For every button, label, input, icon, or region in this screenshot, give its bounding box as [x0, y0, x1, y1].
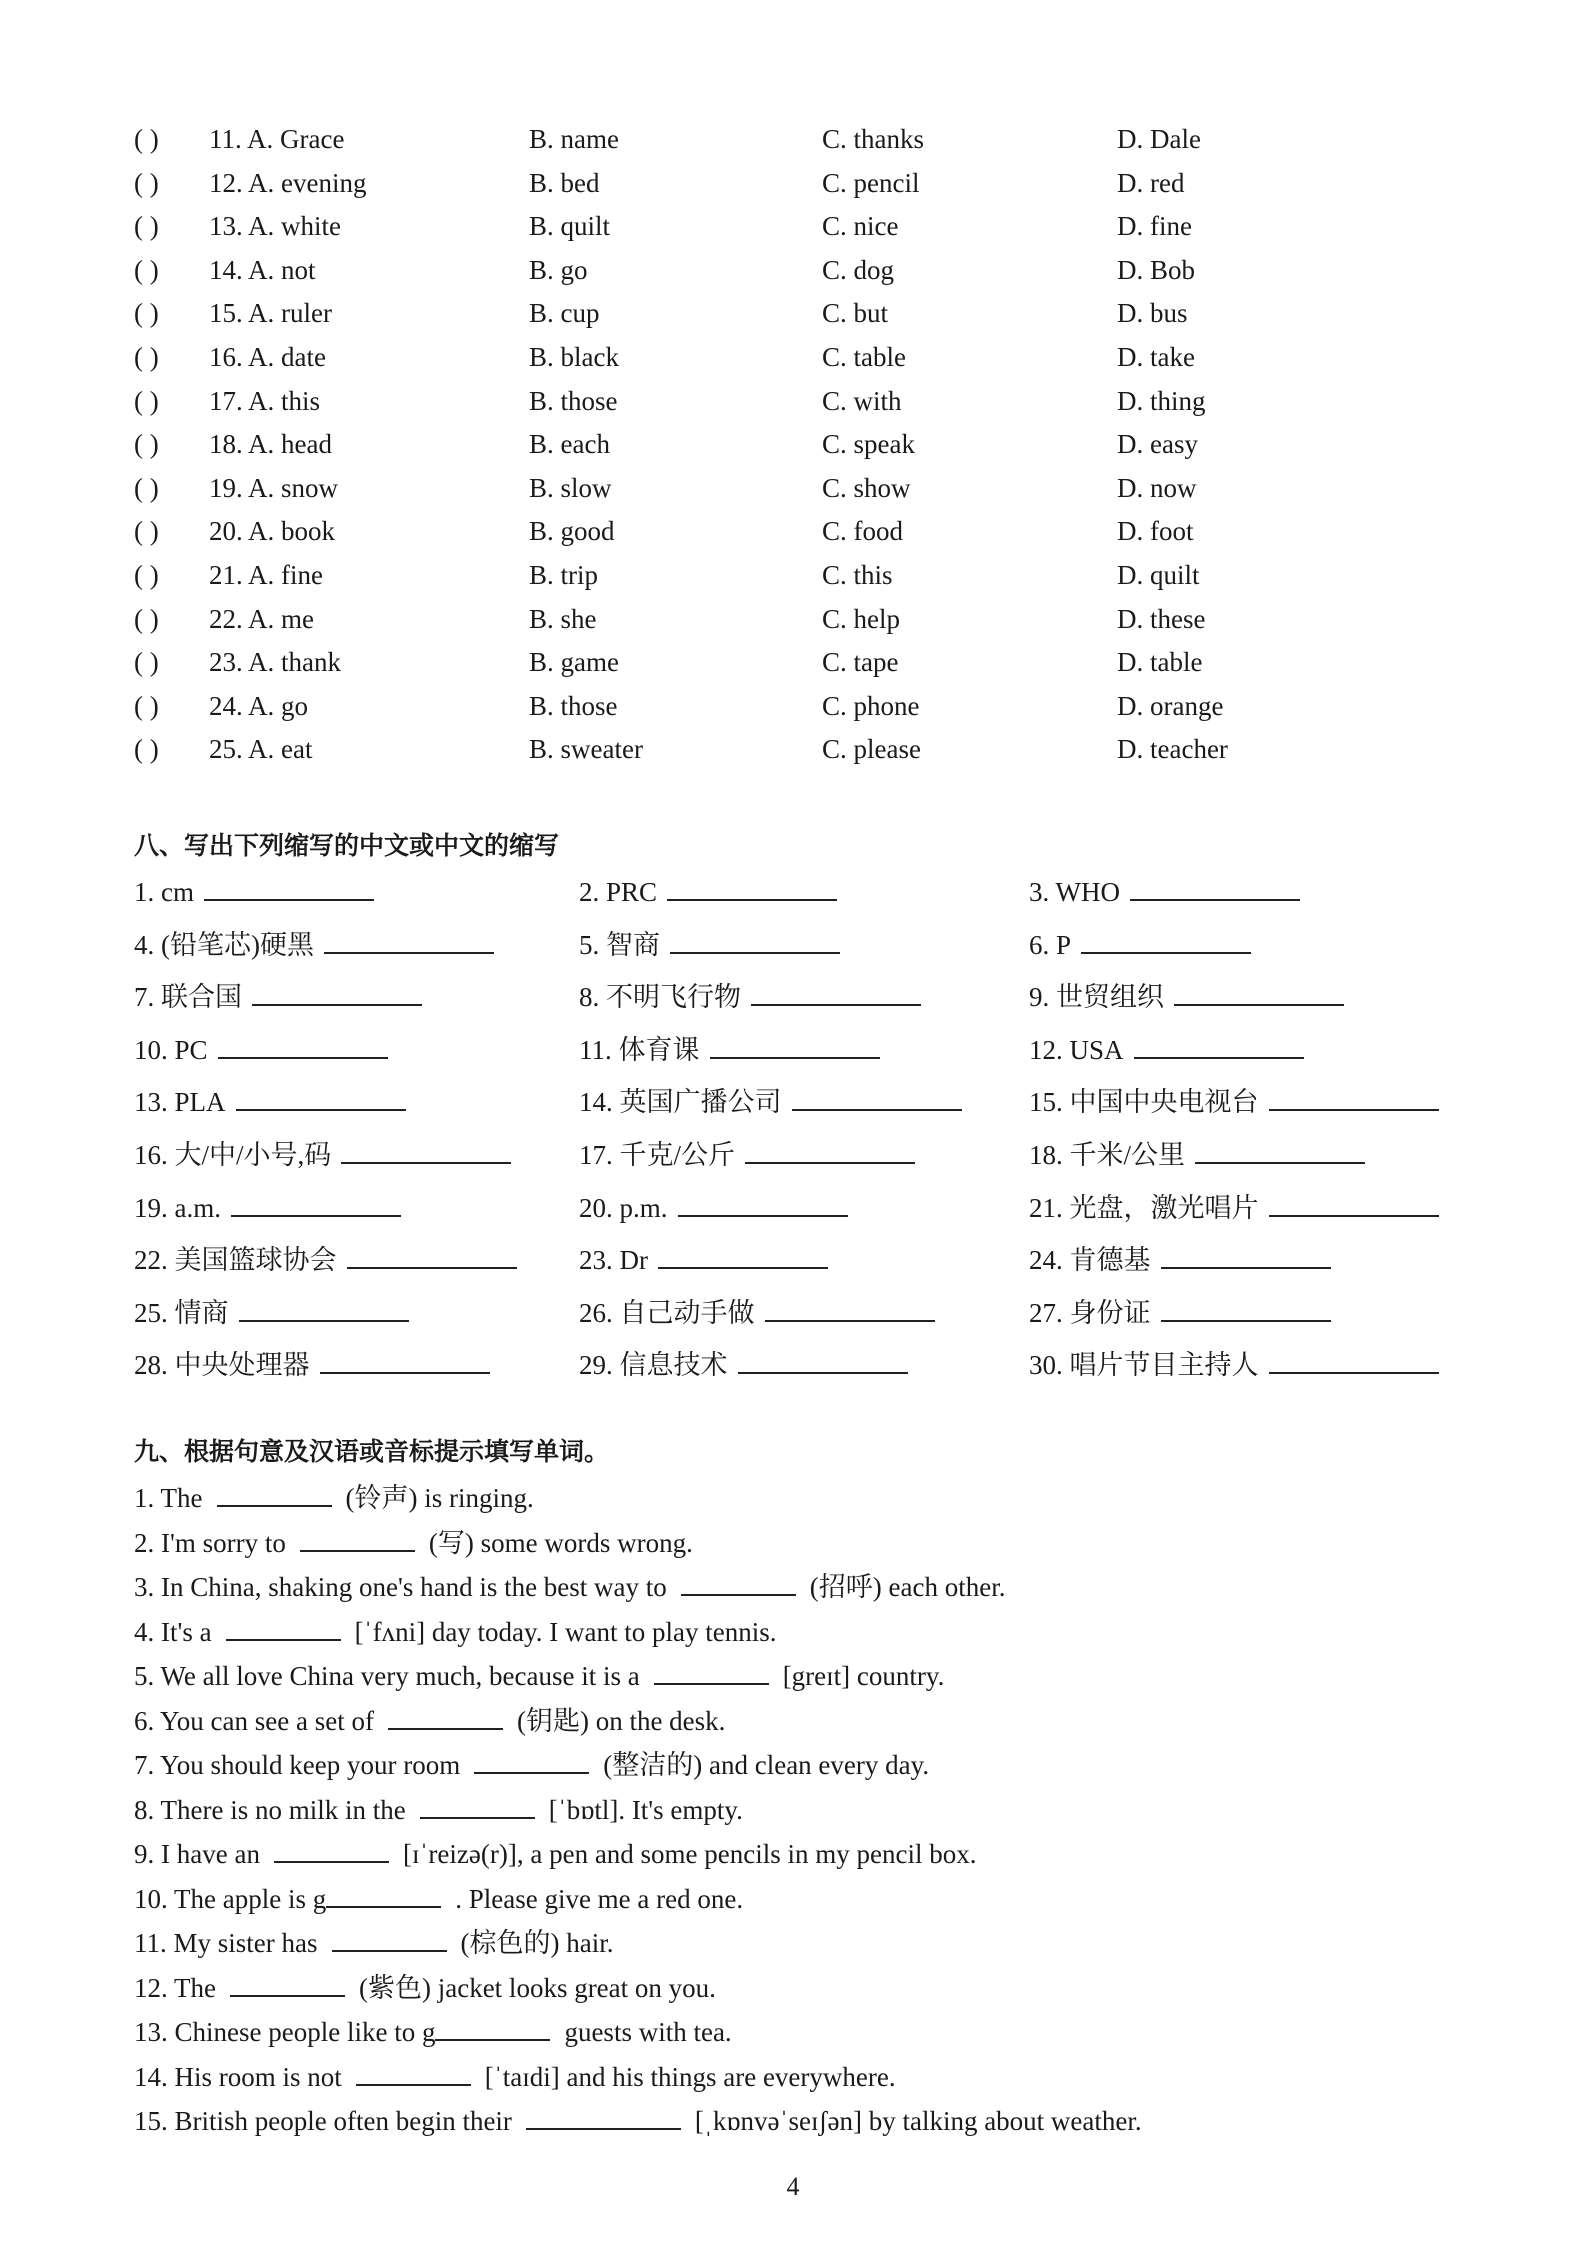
option-c: C. dog: [822, 254, 895, 285]
abbr-item: [1029, 919, 1251, 972]
sentence-end: (紫色) jacket looks great on you.: [359, 1972, 716, 2003]
abbr-label: 4. (铅笔芯)硬黑: [134, 929, 314, 960]
sentence-row: [134, 2010, 1454, 2055]
option-b: B. each: [529, 429, 610, 460]
sentence-row: [134, 2055, 1454, 2100]
abbr-item: [579, 1076, 962, 1129]
abbr-item: [1029, 1129, 1365, 1182]
option-b: B. black: [529, 341, 619, 372]
answer-paren[interactable]: ( ): [134, 211, 159, 242]
abbr-item: [134, 1129, 511, 1182]
fill-in-word-list: [134, 1476, 1454, 2144]
choice-row: [134, 598, 1434, 642]
answer-paren[interactable]: ( ): [134, 647, 159, 678]
sentence-start: 15. British people often begin their: [134, 2106, 512, 2136]
answer-blank[interactable]: [231, 1185, 401, 1217]
abbr-row: [134, 1182, 1474, 1235]
sentence-end: (招呼) each other.: [809, 1572, 1006, 1602]
answer-blank[interactable]: [324, 922, 494, 954]
answer-blank[interactable]: [765, 1290, 935, 1322]
abbr-item: [134, 919, 494, 972]
abbr-item: [579, 1287, 935, 1340]
option-a: 16. A. date: [209, 341, 326, 372]
option-d: D. table: [1117, 647, 1203, 678]
choice-row: [134, 380, 1434, 424]
answer-blank[interactable]: [300, 1524, 415, 1552]
answer-paren[interactable]: ( ): [134, 690, 159, 721]
abbr-item: [1029, 1287, 1331, 1340]
choice-row: [134, 292, 1434, 336]
abbr-item: [134, 866, 374, 919]
sentence-row: [134, 1743, 1454, 1788]
answer-blank[interactable]: [1269, 1185, 1439, 1217]
abbr-label: 11. 体育课: [579, 1034, 700, 1065]
abbr-label: 10. PC: [134, 1034, 208, 1065]
answer-blank[interactable]: [1269, 1342, 1439, 1374]
abbr-row: [134, 1024, 1474, 1077]
option-a: 11. A. Grace: [209, 124, 345, 154]
sentence-end: [ɪˈreizə(r)], a pen and some pencils in my pencil box.: [402, 1839, 977, 1869]
option-d: D. fine: [1117, 211, 1192, 242]
option-d: D. these: [1117, 603, 1206, 634]
abbreviation-grid: [134, 866, 1474, 1392]
answer-blank[interactable]: [274, 1835, 389, 1863]
sentence-row: [134, 1832, 1454, 1877]
answer-blank[interactable]: [681, 1568, 796, 1596]
abbr-item: [579, 1234, 828, 1287]
option-b: B. name: [529, 124, 619, 154]
sentence-start: 5. We all love China very much, because it is a: [134, 1661, 640, 1691]
sentence-end: (棕色的) hair.: [460, 1928, 614, 1958]
sentence-row: [134, 2099, 1454, 2144]
abbr-label: 7. 联合国: [134, 982, 242, 1013]
option-c: C. thanks: [822, 124, 925, 154]
option-d: D. take: [1117, 341, 1195, 372]
abbr-item: [579, 919, 840, 972]
answer-paren[interactable]: ( ): [134, 385, 159, 416]
answer-paren[interactable]: ( ): [134, 124, 159, 154]
sentence-start: 4. It's a: [134, 1616, 212, 1647]
answer-blank[interactable]: [341, 1132, 511, 1164]
option-d: D. foot: [1117, 516, 1194, 547]
option-c: C. help: [822, 603, 900, 634]
abbr-label: 23. Dr: [579, 1245, 648, 1276]
answer-blank[interactable]: [710, 1027, 880, 1059]
abbr-item: [1029, 866, 1300, 919]
option-c: C. but: [822, 298, 889, 329]
abbr-item: [134, 1182, 401, 1235]
answer-blank[interactable]: [435, 2013, 550, 2041]
option-a: 18. A. head: [209, 429, 332, 460]
abbr-row: [134, 1076, 1474, 1129]
option-b: B. those: [529, 385, 618, 416]
choice-row: [134, 336, 1434, 380]
option-b: B. go: [529, 254, 588, 285]
option-c: C. nice: [822, 211, 899, 242]
answer-blank[interactable]: [1269, 1079, 1439, 1111]
answer-blank[interactable]: [388, 1702, 503, 1730]
abbr-row: [134, 919, 1474, 972]
sentence-start: 1. The: [134, 1483, 203, 1513]
sentence-end: . Please give me a red one.: [455, 1883, 744, 1914]
answer-blank[interactable]: [1161, 1237, 1331, 1269]
option-d: D. thing: [1117, 385, 1206, 416]
answer-blank[interactable]: [751, 974, 921, 1006]
choice-row: [134, 641, 1434, 685]
option-d: D. now: [1117, 472, 1197, 503]
option-b: B. bed: [529, 167, 600, 198]
choice-row: [134, 118, 1434, 162]
sentence-start: 8. There is no milk in the: [134, 1794, 406, 1825]
answer-paren[interactable]: ( ): [134, 254, 159, 285]
sentence-row: [134, 1966, 1454, 2011]
sentence-start: 9. I have an: [134, 1839, 260, 1869]
choice-row: [134, 467, 1434, 511]
answer-paren[interactable]: ( ): [134, 472, 159, 503]
choice-row: [134, 205, 1434, 249]
answer-blank[interactable]: [792, 1079, 962, 1111]
answer-blank[interactable]: [1195, 1132, 1365, 1164]
section-8-title: 八、写出下列缩写的中文或中文的缩写: [134, 831, 560, 860]
sentence-row: [134, 1565, 1454, 1610]
answer-blank[interactable]: [658, 1237, 828, 1269]
sentence-end: (铃声) is ringing.: [345, 1483, 534, 1513]
answer-paren[interactable]: ( ): [134, 341, 159, 372]
option-a: 17. A. this: [209, 385, 321, 416]
option-b: B. she: [529, 603, 597, 634]
abbr-row: [134, 1339, 1474, 1392]
option-d: D. easy: [1117, 429, 1198, 460]
abbr-row: [134, 1129, 1474, 1182]
answer-blank[interactable]: [326, 1880, 441, 1908]
abbr-item: [134, 1287, 409, 1340]
section-9-title: 九、根据句意及汉语或音标提示填写单词。: [134, 1437, 610, 1466]
answer-paren[interactable]: ( ): [134, 516, 159, 547]
abbr-item: [134, 1024, 388, 1077]
abbr-label: 21. 光盘，激光唱片: [1029, 1192, 1259, 1223]
sentence-end: (写) some words wrong.: [428, 1527, 693, 1558]
abbr-label: 20. p.m.: [579, 1192, 668, 1223]
option-d: D. Bob: [1117, 254, 1196, 285]
abbr-item: [134, 1234, 517, 1287]
option-c: C. food: [822, 516, 903, 547]
option-d: D. Dale: [1117, 124, 1201, 154]
abbr-label: 26. 自己动手做: [579, 1297, 755, 1328]
sentence-row: [134, 1921, 1454, 1966]
option-b: B. sweater: [529, 734, 643, 765]
sentence-row: [134, 1877, 1454, 1922]
answer-blank[interactable]: [356, 2058, 471, 2086]
sentence-end: (整洁的) and clean every day.: [603, 1750, 930, 1780]
option-d: D. red: [1117, 167, 1185, 198]
abbr-item: [579, 971, 921, 1024]
sentence-row: [134, 1654, 1454, 1699]
option-c: C. phone: [822, 690, 920, 721]
option-b: B. cup: [529, 298, 600, 329]
sentence-end: guests with tea.: [564, 2017, 732, 2047]
option-c: C. tape: [822, 647, 899, 678]
option-b: B. quilt: [529, 211, 611, 242]
abbr-item: [1029, 1234, 1331, 1287]
sentence-start: 11. My sister has: [134, 1928, 318, 1958]
answer-blank[interactable]: [654, 1657, 769, 1685]
abbr-label: 6. P: [1029, 929, 1072, 960]
answer-paren[interactable]: ( ): [134, 603, 159, 634]
sentence-end: [ˈbɒtl]. It's empty.: [548, 1794, 743, 1825]
option-a: 15. A. ruler: [209, 298, 332, 329]
choice-row: [134, 728, 1434, 772]
option-c: C. this: [822, 559, 893, 590]
answer-blank[interactable]: [226, 1613, 341, 1641]
answer-paren[interactable]: ( ): [134, 559, 159, 590]
answer-blank[interactable]: [678, 1185, 848, 1217]
answer-paren[interactable]: ( ): [134, 429, 159, 460]
option-d: D. bus: [1117, 298, 1188, 329]
option-a: 19. A. snow: [209, 472, 339, 503]
sentence-row: [134, 1699, 1454, 1744]
abbr-item: [1029, 1024, 1304, 1077]
option-a: 24. A. go: [209, 690, 309, 721]
answer-blank[interactable]: [1134, 1027, 1304, 1059]
sentence-start: 7. You should keep your room: [134, 1750, 461, 1780]
option-b: B. slow: [529, 472, 612, 503]
answer-blank[interactable]: [526, 2102, 681, 2130]
option-d: D. teacher: [1117, 734, 1228, 765]
sentence-row: [134, 1610, 1454, 1655]
answer-blank[interactable]: [204, 869, 374, 901]
choice-row: [134, 423, 1434, 467]
answer-paren[interactable]: ( ): [134, 298, 159, 329]
choice-row: [134, 510, 1434, 554]
answer-blank[interactable]: [332, 1924, 447, 1952]
sentence-end: [ˈfʌni] day today. I want to play tennis.: [354, 1616, 777, 1647]
abbr-item: [134, 1076, 406, 1129]
sentence-start: 3. In China, shaking one's hand is the best way to: [134, 1572, 667, 1602]
abbr-row: [134, 1234, 1474, 1287]
answer-blank[interactable]: [217, 1479, 332, 1507]
option-c: C. show: [822, 472, 911, 503]
abbr-label: 5. 智商: [579, 929, 660, 960]
abbr-item: [579, 1339, 908, 1392]
abbr-label: 18. 千米/公里: [1029, 1139, 1186, 1170]
sentence-start: 6. You can see a set of: [134, 1705, 374, 1736]
abbr-label: 17. 千克/公斤: [579, 1139, 736, 1170]
abbr-label: 2. PRC: [579, 877, 658, 907]
abbr-item: [579, 1024, 880, 1077]
option-c: C. speak: [822, 429, 915, 460]
option-d: D. orange: [1117, 690, 1224, 721]
answer-blank[interactable]: [230, 1969, 345, 1997]
abbr-item: [1029, 971, 1344, 1024]
abbr-item: [579, 1129, 915, 1182]
abbr-label: 13. PLA: [134, 1087, 226, 1118]
abbr-label: 14. 英国广播公司: [579, 1087, 782, 1118]
abbr-item: [1029, 1076, 1439, 1129]
answer-blank[interactable]: [738, 1342, 908, 1374]
abbr-label: 8. 不明飞行物: [579, 982, 741, 1013]
answer-blank[interactable]: [1081, 922, 1251, 954]
abbr-row: [134, 1287, 1474, 1340]
abbr-label: 16. 大/中/小号,码: [134, 1139, 332, 1170]
answer-blank[interactable]: [236, 1079, 406, 1111]
option-a: 20. A. book: [209, 516, 336, 547]
sentence-start: 13. Chinese people like to g: [134, 2017, 436, 2047]
abbr-label: 30. 唱片节目主持人: [1029, 1350, 1259, 1381]
option-a: 12. A. evening: [209, 167, 367, 198]
abbr-label: 25. 情商: [134, 1297, 229, 1328]
option-b: B. game: [529, 647, 619, 678]
sentence-row: [134, 1521, 1454, 1566]
abbr-label: 1. cm: [134, 877, 194, 907]
answer-blank[interactable]: [239, 1290, 409, 1322]
abbr-label: 22. 美国篮球协会: [134, 1245, 337, 1276]
option-c: C. pencil: [822, 167, 920, 198]
abbr-item: [1029, 1339, 1439, 1392]
answer-blank[interactable]: [1161, 1290, 1331, 1322]
abbr-row: [134, 866, 1474, 919]
option-c: C. table: [822, 341, 906, 372]
sentence-end: [greɪt] country.: [782, 1661, 945, 1691]
phonetics-choice-list: [134, 118, 1434, 772]
answer-blank[interactable]: [420, 1791, 535, 1819]
option-a: 23. A. thank: [209, 647, 341, 678]
option-a: 14. A. not: [209, 254, 316, 285]
sentence-start: 12. The: [134, 1972, 216, 2003]
answer-paren[interactable]: ( ): [134, 734, 159, 765]
option-b: B. those: [529, 690, 618, 721]
option-a: 21. A. fine: [209, 559, 323, 590]
answer-blank[interactable]: [1130, 869, 1300, 901]
option-a: 13. A. white: [209, 211, 341, 242]
abbr-label: 12. USA: [1029, 1034, 1124, 1065]
sentence-start: 2. I'm sorry to: [134, 1527, 286, 1558]
option-b: B. good: [529, 516, 615, 547]
abbr-label: 15. 中国中央电视台: [1029, 1087, 1259, 1118]
sentence-start: 10. The apple is g: [134, 1883, 327, 1914]
abbr-label: 24. 肯德基: [1029, 1245, 1151, 1276]
abbr-item: [134, 971, 422, 1024]
option-a: 25. A. eat: [209, 734, 313, 765]
abbr-item: [579, 866, 837, 919]
abbr-label: 9. 世贸组织: [1029, 982, 1164, 1013]
abbr-label: 3. WHO: [1029, 877, 1120, 907]
option-c: C. please: [822, 734, 921, 765]
answer-blank[interactable]: [320, 1342, 490, 1374]
abbr-label: 28. 中央处理器: [134, 1350, 310, 1381]
answer-blank[interactable]: [347, 1237, 517, 1269]
option-c: C. with: [822, 385, 902, 416]
sentence-row: [134, 1788, 1454, 1833]
answer-blank[interactable]: [1174, 974, 1344, 1006]
option-b: B. trip: [529, 559, 599, 590]
answer-blank[interactable]: [474, 1746, 589, 1774]
choice-row: [134, 554, 1434, 598]
choice-row: [134, 249, 1434, 293]
abbr-item: [579, 1182, 848, 1235]
option-d: D. quilt: [1117, 559, 1200, 590]
sentence-end: (钥匙) on the desk.: [516, 1705, 726, 1736]
abbr-label: 19. a.m.: [134, 1192, 221, 1223]
sentence-end: [ˌkɒnvəˈseɪʃən] by talking about weather.: [694, 2106, 1142, 2136]
option-a: 22. A. me: [209, 603, 314, 634]
abbr-row: [134, 971, 1474, 1024]
choice-row: [134, 162, 1434, 206]
answer-blank[interactable]: [218, 1027, 388, 1059]
answer-paren[interactable]: ( ): [134, 167, 159, 198]
answer-blank[interactable]: [667, 869, 837, 901]
choice-row: [134, 685, 1434, 729]
page-number: 4: [786, 2172, 800, 2201]
abbr-item: [1029, 1182, 1439, 1235]
sentence-start: 14. His room is not: [134, 2061, 342, 2092]
abbr-label: 29. 信息技术: [579, 1350, 728, 1381]
abbr-item: [134, 1339, 490, 1392]
sentence-row: [134, 1476, 1454, 1521]
sentence-end: [ˈtaɪdi] and his things are everywhere.: [484, 2061, 896, 2092]
answer-blank[interactable]: [252, 974, 422, 1006]
answer-blank[interactable]: [745, 1132, 915, 1164]
abbr-label: 27. 身份证: [1029, 1297, 1151, 1328]
answer-blank[interactable]: [670, 922, 840, 954]
